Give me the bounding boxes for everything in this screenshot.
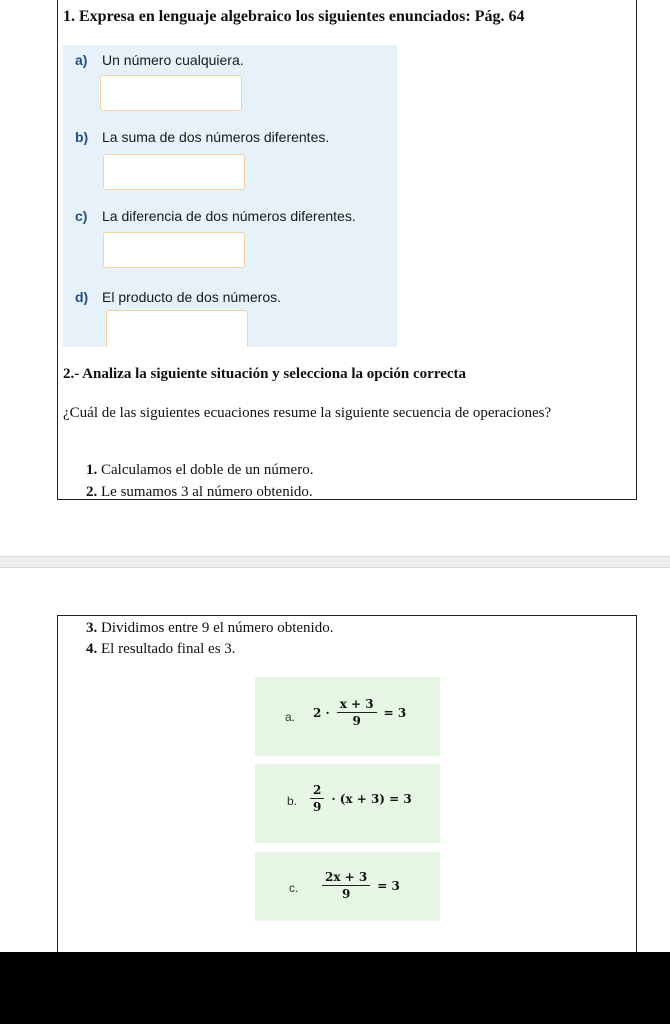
step-number: 1. <box>86 462 98 478</box>
item-label: a) <box>75 52 88 68</box>
option-b[interactable] <box>255 764 440 843</box>
question-text: ¿Cuál de las siguientes ecuaciones resume la siguiente secuencia de operaciones? <box>63 405 552 421</box>
option-a[interactable] <box>255 677 440 756</box>
option-label: c. <box>289 881 299 895</box>
item-label: c) <box>75 208 88 224</box>
fraction-denominator: 9 <box>341 887 351 901</box>
step-number: 3. <box>86 620 98 636</box>
item-text: Un número cualquiera. <box>102 52 244 68</box>
section2-title: 2.- Analiza la siguiente situación y selecciona la opción correcta <box>63 366 467 382</box>
equation-suffix: = 3 <box>383 705 407 720</box>
equation-prefix: 2 · <box>313 705 330 720</box>
equation-suffix: · (x + 3) = 3 <box>331 791 412 806</box>
fraction <box>322 870 370 901</box>
fraction-numerator: 2x + 3 <box>322 870 370 886</box>
step-4 <box>86 641 236 658</box>
bottom-black-bar <box>0 952 670 1024</box>
option-c[interactable] <box>255 852 440 921</box>
option-a-equation <box>313 697 406 728</box>
step-3 <box>86 620 333 637</box>
item-label: d) <box>75 289 89 305</box>
step-number: 2. <box>86 484 98 500</box>
fraction <box>337 697 377 728</box>
step-text: El resultado final es 3. <box>97 641 236 657</box>
item-b <box>75 129 329 145</box>
option-b-equation <box>307 783 412 814</box>
step-number: 4. <box>86 641 98 657</box>
option-label: b. <box>287 794 298 808</box>
fraction-numerator: 2 <box>310 783 324 799</box>
section1-title: 1. Expresa en lenguaje algebraico los siguientes enunciados: Pág. 64 <box>63 8 525 25</box>
option-label: a. <box>285 710 296 724</box>
fraction-denominator: 9 <box>313 800 322 814</box>
step-text: Le sumamos 3 al número obtenido. <box>97 484 313 500</box>
item-text: La diferencia de dos números diferentes. <box>102 208 356 224</box>
step-text: Calculamos el doble de un número. <box>97 462 314 478</box>
option-c-equation <box>319 870 400 901</box>
fraction <box>310 783 324 814</box>
page-separator <box>0 556 670 568</box>
equation-suffix: = 3 <box>377 878 400 893</box>
item-label: b) <box>75 129 89 145</box>
answer-box-b[interactable] <box>103 154 245 190</box>
answer-box-a[interactable] <box>100 75 242 111</box>
fraction-numerator: x + 3 <box>337 697 377 713</box>
answer-box-d[interactable] <box>106 310 248 347</box>
step-text: Dividimos entre 9 el número obtenido. <box>97 620 334 636</box>
fraction-denominator: 9 <box>352 714 361 728</box>
item-text: La suma de dos números diferentes. <box>102 129 330 145</box>
item-text: El producto de dos números. <box>102 289 281 305</box>
step-2 <box>86 484 313 501</box>
item-a <box>75 52 244 68</box>
item-c <box>75 208 356 224</box>
item-d <box>75 289 281 305</box>
answer-box-c[interactable] <box>103 232 245 268</box>
step-1 <box>86 462 313 479</box>
